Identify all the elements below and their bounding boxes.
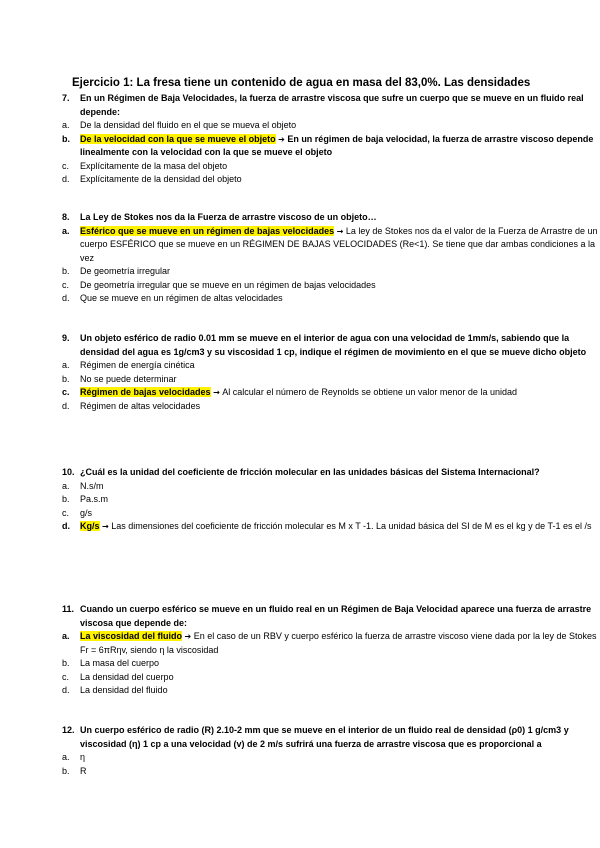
option-text: Régimen de energía cinética: [80, 360, 195, 370]
option-a: [62, 359, 600, 373]
option-text: De geometría irregular: [80, 266, 171, 276]
question-text: Cuando un cuerpo esférico se mueve en un fluido real en un Régimen de Baja Velocidad aparece una fuerza de arrastre viscosa que depende de:: [80, 604, 592, 628]
option-text: De la densidad del fluido en el que se mueva el objeto: [80, 120, 297, 130]
arrow-icon: →: [102, 522, 109, 531]
question-text: En un Régimen de Baja Velocidades, la fuerza de arrastre viscosa que sufre un cuerpo que se mueve en un fluido real depende:: [80, 93, 584, 117]
arrow-icon: ➔: [184, 632, 192, 641]
option-a: [62, 119, 600, 133]
question-text: La Ley de Stokes nos da la Fuerza de arrastre viscoso de un objeto…: [80, 212, 377, 222]
option-letter: d.: [62, 521, 70, 531]
answer-highlight: Esférico que se mueve en un régimen de bajas velocidades: [80, 225, 335, 236]
option-d-correct: [62, 520, 600, 534]
option-letter: b.: [62, 133, 70, 144]
option-d: [62, 684, 600, 698]
option-c: [62, 160, 600, 174]
arrow-icon: ➔: [278, 134, 285, 144]
option-text: N.s/m: [80, 480, 104, 491]
answer-explanation: Al calcular el número de Reynolds se obtiene un valor menor de la unidad: [222, 387, 517, 397]
question-8: [62, 211, 600, 306]
option-b: [62, 265, 600, 279]
answer-explanation: Las dimensiones del coeficiente de fricción molecular es M x T -1. La unidad básica del SI de M es el kg y de T-1 es el /s: [111, 521, 592, 531]
option-a: [62, 751, 600, 765]
option-text: g/s: [80, 507, 93, 518]
option-letter: a.: [62, 480, 70, 491]
question-9: [62, 332, 600, 413]
option-letter: a.: [62, 225, 70, 236]
option-text: De geometría irregular que se mueve en un régimen de bajas velocidades: [80, 279, 376, 290]
option-text: La masa del cuerpo: [80, 658, 160, 668]
option-c: [62, 279, 600, 293]
question-number: 11.: [62, 604, 75, 614]
option-d: [62, 173, 600, 187]
arrow-icon: →: [336, 226, 344, 236]
option-text: Pa.s.m: [80, 494, 109, 504]
question-number: 9.: [62, 333, 70, 343]
option-c-correct: [62, 386, 600, 400]
answer-explanation: En un régimen de baja velocidad, la fuerza de arrastre viscoso depende linealmente con la velocidad con la que se mueve el objeto: [80, 133, 594, 157]
option-b: [62, 765, 600, 779]
option-a: [62, 480, 600, 494]
answer-highlight: Régimen de bajas velocidades: [80, 387, 211, 397]
option-b: [62, 657, 600, 671]
option-letter: c.: [62, 671, 70, 682]
question-11: [62, 603, 600, 698]
option-letter: d.: [62, 293, 70, 303]
option-letter: a.: [62, 360, 70, 370]
option-d: [62, 292, 600, 306]
option-letter: d.: [62, 685, 70, 695]
option-text: R: [80, 765, 87, 776]
question-number: 8.: [62, 212, 70, 222]
option-letter: b.: [62, 494, 70, 504]
option-letter: b.: [62, 266, 70, 276]
option-letter: a.: [62, 752, 70, 762]
option-letter: c.: [62, 507, 70, 518]
question-12: [62, 724, 600, 778]
option-text: Régimen de altas velocidades: [80, 400, 201, 411]
option-c: [62, 507, 600, 521]
option-letter: c.: [62, 387, 70, 397]
question-text: Un objeto esférico de radio 0.01 mm se mueve en el interior de agua con una velocidad de 1mm/s, sabiendo que la densidad del agua es 1g/cm3 y su viscosidad 1 cp, indique el régimen de movimiento en el que se mueve dicho objeto: [80, 333, 587, 357]
question-number: 10.: [62, 467, 75, 477]
answer-explanation: En el caso de un RBV y cuerpo esférico la fuerza de arrastre viscoso viene dada por la ley de Stokes Fr = 6πRηv, siendo η la viscosidad: [80, 631, 597, 655]
option-d: [62, 400, 600, 414]
option-text: Explícitamente de la densidad del objeto: [80, 174, 242, 184]
question-number: 12.: [62, 725, 75, 735]
option-a-correct: [62, 225, 600, 266]
option-c: [62, 671, 600, 685]
arrow-icon: →: [213, 388, 220, 397]
option-b: [62, 373, 600, 387]
option-letter: c.: [62, 160, 70, 171]
question-text: Un cuerpo esférico de radio (R) 2.10-2 mm que se mueve en el interior de un fluido real de densidad (ρ0) 1 g/cm3 y viscosidad (η) 1 cp a una velocidad (v) de 2 m/s sufrirá una fuerza de arrastre viscosa que es proporcional a: [80, 725, 569, 749]
option-b: [62, 493, 600, 507]
option-text: Que se mueve en un régimen de altas velocidades: [80, 293, 283, 303]
option-letter: d.: [62, 400, 70, 411]
option-text: No se puede determinar: [80, 373, 177, 384]
option-a-correct: [62, 630, 600, 657]
option-letter: b.: [62, 658, 70, 668]
option-letter: a.: [62, 631, 70, 641]
answer-explanation: La ley de Stokes nos da el valor de la Fuerza de Arrastre de un cuerpo ESFÉRICO que se mueve en un RÉGIMEN DE BAJAS VELOCIDADES (Re<1). Se tiene que dar ambas condiciones a la vez: [80, 225, 598, 263]
exercise-title: Ejercicio 1: La fresa tiene un contenido de agua en masa del 83,0%. Las densidades: [72, 77, 531, 89]
option-letter: d.: [62, 174, 70, 184]
option-text: η: [80, 752, 86, 762]
option-b-correct: [62, 133, 600, 160]
question-text: ¿Cuál es la unidad del coeficiente de fricción molecular en las unidades básicas del Sistema Internacional?: [80, 467, 540, 477]
option-letter: b.: [62, 373, 70, 384]
option-letter: c.: [62, 279, 70, 290]
answer-highlight: Kg/s: [80, 521, 100, 531]
option-letter: b.: [62, 765, 70, 776]
question-number: 7.: [62, 93, 70, 103]
answer-highlight: De la velocidad con la que se mueve el objeto: [80, 133, 276, 144]
option-letter: a.: [62, 120, 70, 130]
option-text: Explícitamente de la masa del objeto: [80, 160, 228, 171]
answer-highlight: La viscosidad del fluido: [80, 631, 183, 641]
option-text: La densidad del fluido: [80, 685, 168, 695]
question-10: [62, 466, 600, 534]
option-text: La densidad del cuerpo: [80, 671, 174, 682]
question-7: [62, 92, 600, 187]
